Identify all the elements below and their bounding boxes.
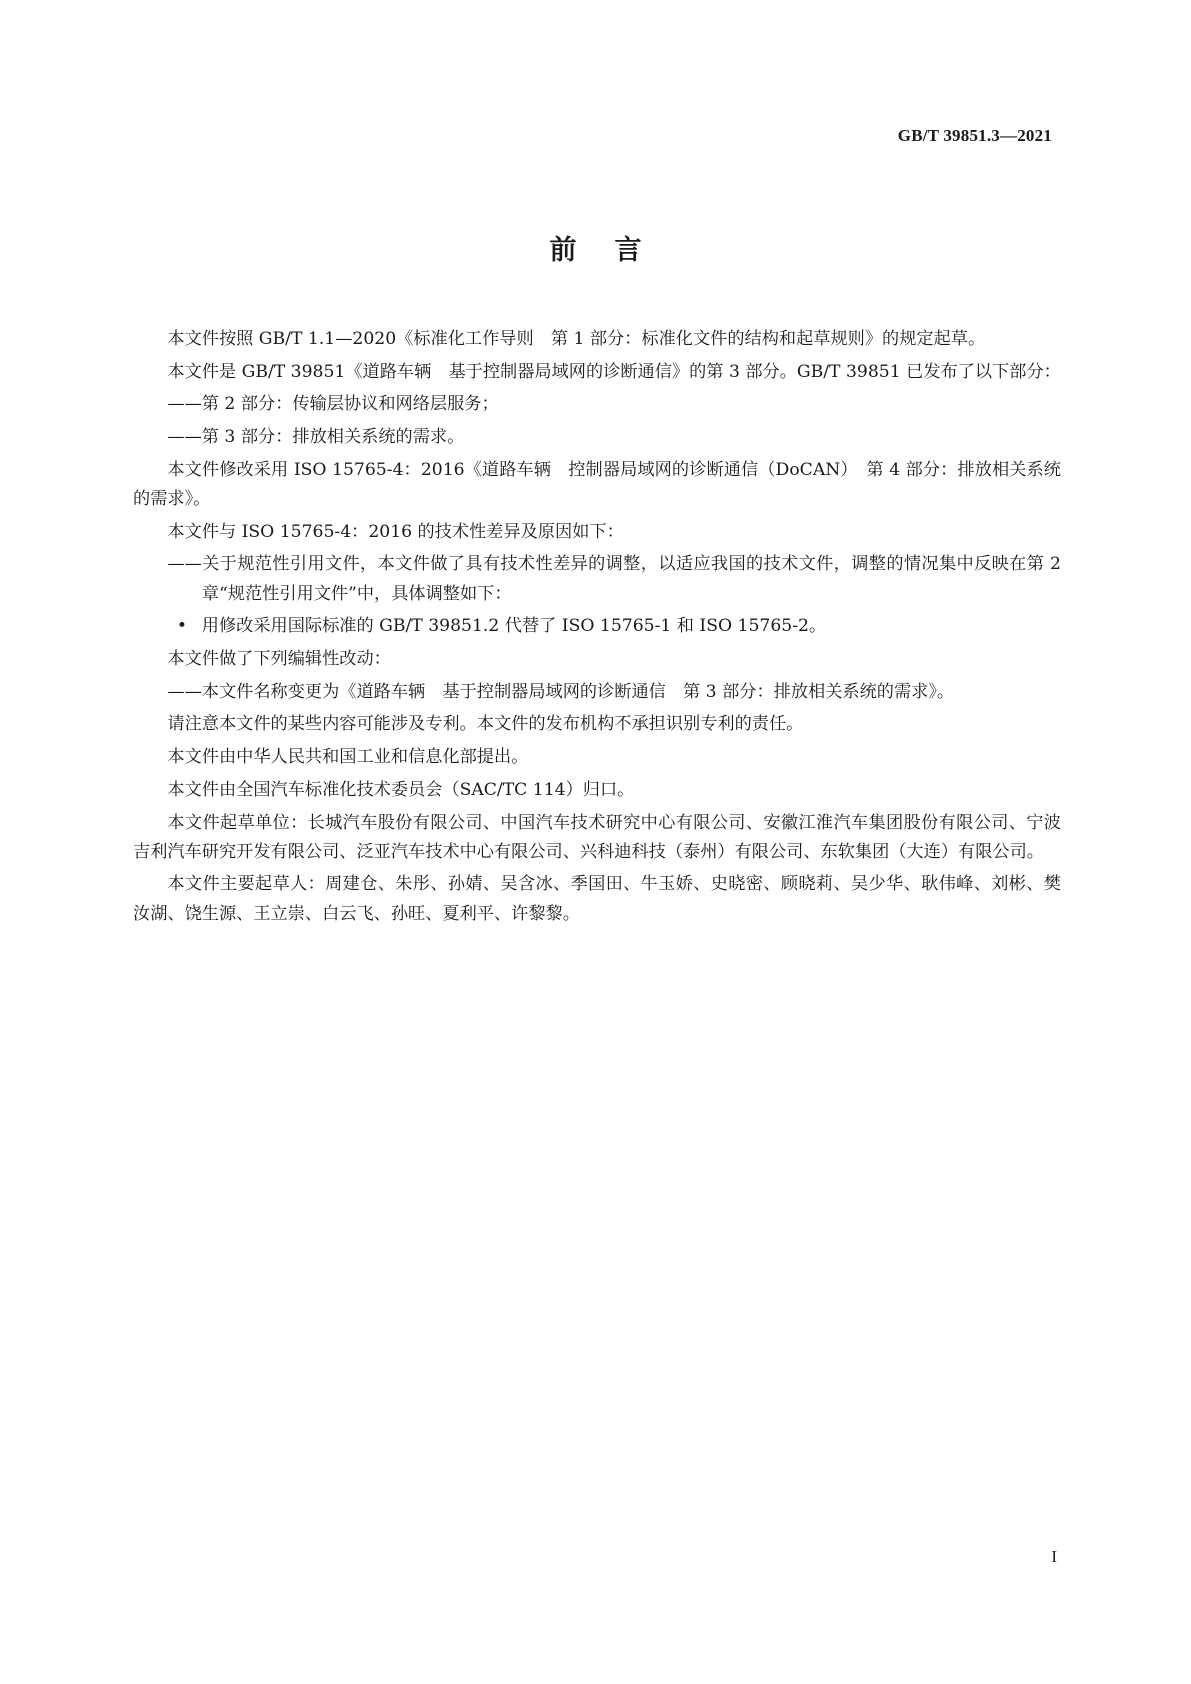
paragraph-committee: 本文件由全国汽车标准化技术委员会（SAC/TC 114）归口。 (167, 779, 635, 800)
bullet-item-replacement (133, 612, 1061, 641)
paragraph-drafting-rules: 本文件按照 GB/T 1.1—2020《标准化工作导则 第 1 部分：标准化文件的结构和起草规则》的规定起草。 (167, 329, 986, 349)
paragraph-proposer: 本文件由中华人民共和国工业和信息化部提出。 (167, 747, 529, 768)
bullet-item-text: 用修改采用国际标准的 GB/T 39851.2 代替了 ISO 15765-1 和 ISO 15765-2。 (201, 616, 827, 637)
paragraph-series-info: 本文件是 GB/T 39851《道路车辆 基于控制器局域网的诊断通信》的第 3 部分。GB/T 39851 已发布了以下部分： (167, 361, 1061, 382)
bullet-icon: • (176, 616, 187, 637)
page-number: I (1051, 1547, 1057, 1566)
paragraph-tech-diff-intro: 本文件与 ISO 15765-4：2016 的技术性差异及原因如下： (167, 521, 624, 542)
standard-number: GB/T 39851.3—2021 (897, 126, 1052, 145)
list-item-title-change: ——本文件名称变更为《道路车辆 基于控制器局域网的诊断通信 第 3 部分：排放相关系统的需求》。 (167, 681, 955, 702)
list-item-normative-references: ——关于规范性引用文件，本文件做了具有技术性差异的调整，以适应我国的技术文件，调整的情况集中反映在第 2 章“规范性引用文件”中，具体调整如下： (167, 554, 1061, 604)
paragraph-drafters: 本文件主要起草人：周建仓、朱彤、孙婧、吴含冰、季国田、牛玉娇、史晓密、顾晓莉、吴少华、耿伟峰、刘彬、樊汝湖、饶生源、王立崇、白云飞、孙旺、夏利平、许黎黎。 (133, 874, 1061, 924)
page-title: 前言 (549, 235, 680, 266)
list-item-part-3: ——第 3 部分：排放相关系统的需求。 (167, 427, 465, 448)
paragraph-adoption: 本文件修改采用 ISO 15765-4：2016《道路车辆 控制器局域网的诊断通信（DoCAN） 第 4 部分：排放相关系统的需求》。 (133, 459, 1061, 510)
paragraph-patent-notice: 请注意本文件的某些内容可能涉及专利。本文件的发布机构不承担识别专利的责任。 (167, 714, 804, 735)
paragraph-drafting-units: 本文件起草单位：长城汽车股份有限公司、中国汽车技术研究中心有限公司、安徽江淮汽车集团股份有限公司、宁波吉利汽车研究开发有限公司、泛亚汽车技术中心有限公司、兴科迪科技（泰州）有限公司、东软集团（大连）有限公司。 (133, 812, 1061, 862)
paragraph-editorial-intro: 本文件做了下列编辑性改动： (167, 649, 391, 670)
list-item-part-2: ——第 2 部分：传输层协议和网络层服务； (167, 394, 499, 415)
document-body (133, 325, 1061, 932)
